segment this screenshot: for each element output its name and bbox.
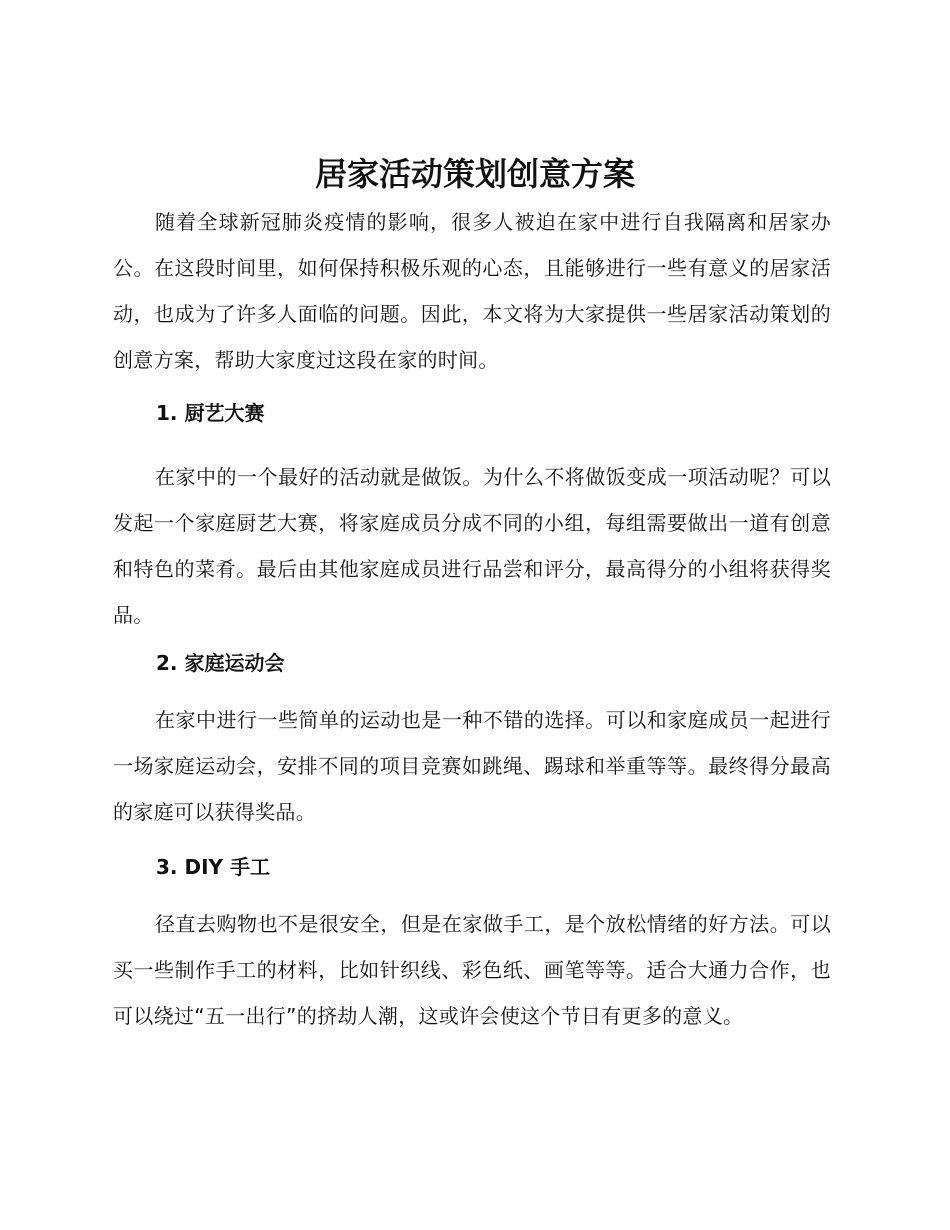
- document-title: 居家活动策划创意方案: [314, 155, 635, 193]
- section-heading-diy-crafts: 3. DIY 手工: [156, 855, 270, 879]
- section-body-family-sports: 在家中进行一些简单的运动也是一种不错的选择。可以和家庭成员一起进行一场家庭运动会，安排不同的项目竞赛如跳绳、踢球和举重等等。最终得分最高的家庭可以获得奖品。: [113, 708, 831, 824]
- section-body-cooking-contest: 在家中的一个最好的活动就是做饭。为什么不将做饭变成一项活动呢？可以发起一个家庭厨艺大赛，将家庭成员分成不同的小组，每组需要做出一道有创意和特色的菜肴。最后由其他家庭成员进行品尝和评分，最高得分的小组将获得奖品。: [113, 465, 831, 627]
- intro-paragraph: 随着全球新冠肺炎疫情的影响，很多人被迫在家中进行自我隔离和居家办公。在这段时间里，如何保持积极乐观的心态，且能够进行一些有意义的居家活动，也成为了许多人面临的问题。因此，本文将为大家提供一些居家活动策划的创意方案，帮助大家度过这段在家的时间。: [113, 210, 831, 372]
- section-heading-cooking-contest: 1. 厨艺大赛: [156, 401, 265, 425]
- section-heading-family-sports: 2. 家庭运动会: [156, 651, 285, 675]
- section-body-diy-crafts: 径直去购物也不是很安全，但是在家做手工，是个放松情绪的好方法。可以买一些制作手工的材料，比如针织线、彩色纸、画笔等等。适合大通力合作，也可以绕过“五一出行”的挤劫人潮，这或许会使这个节日有更多的意义。: [113, 912, 831, 1028]
